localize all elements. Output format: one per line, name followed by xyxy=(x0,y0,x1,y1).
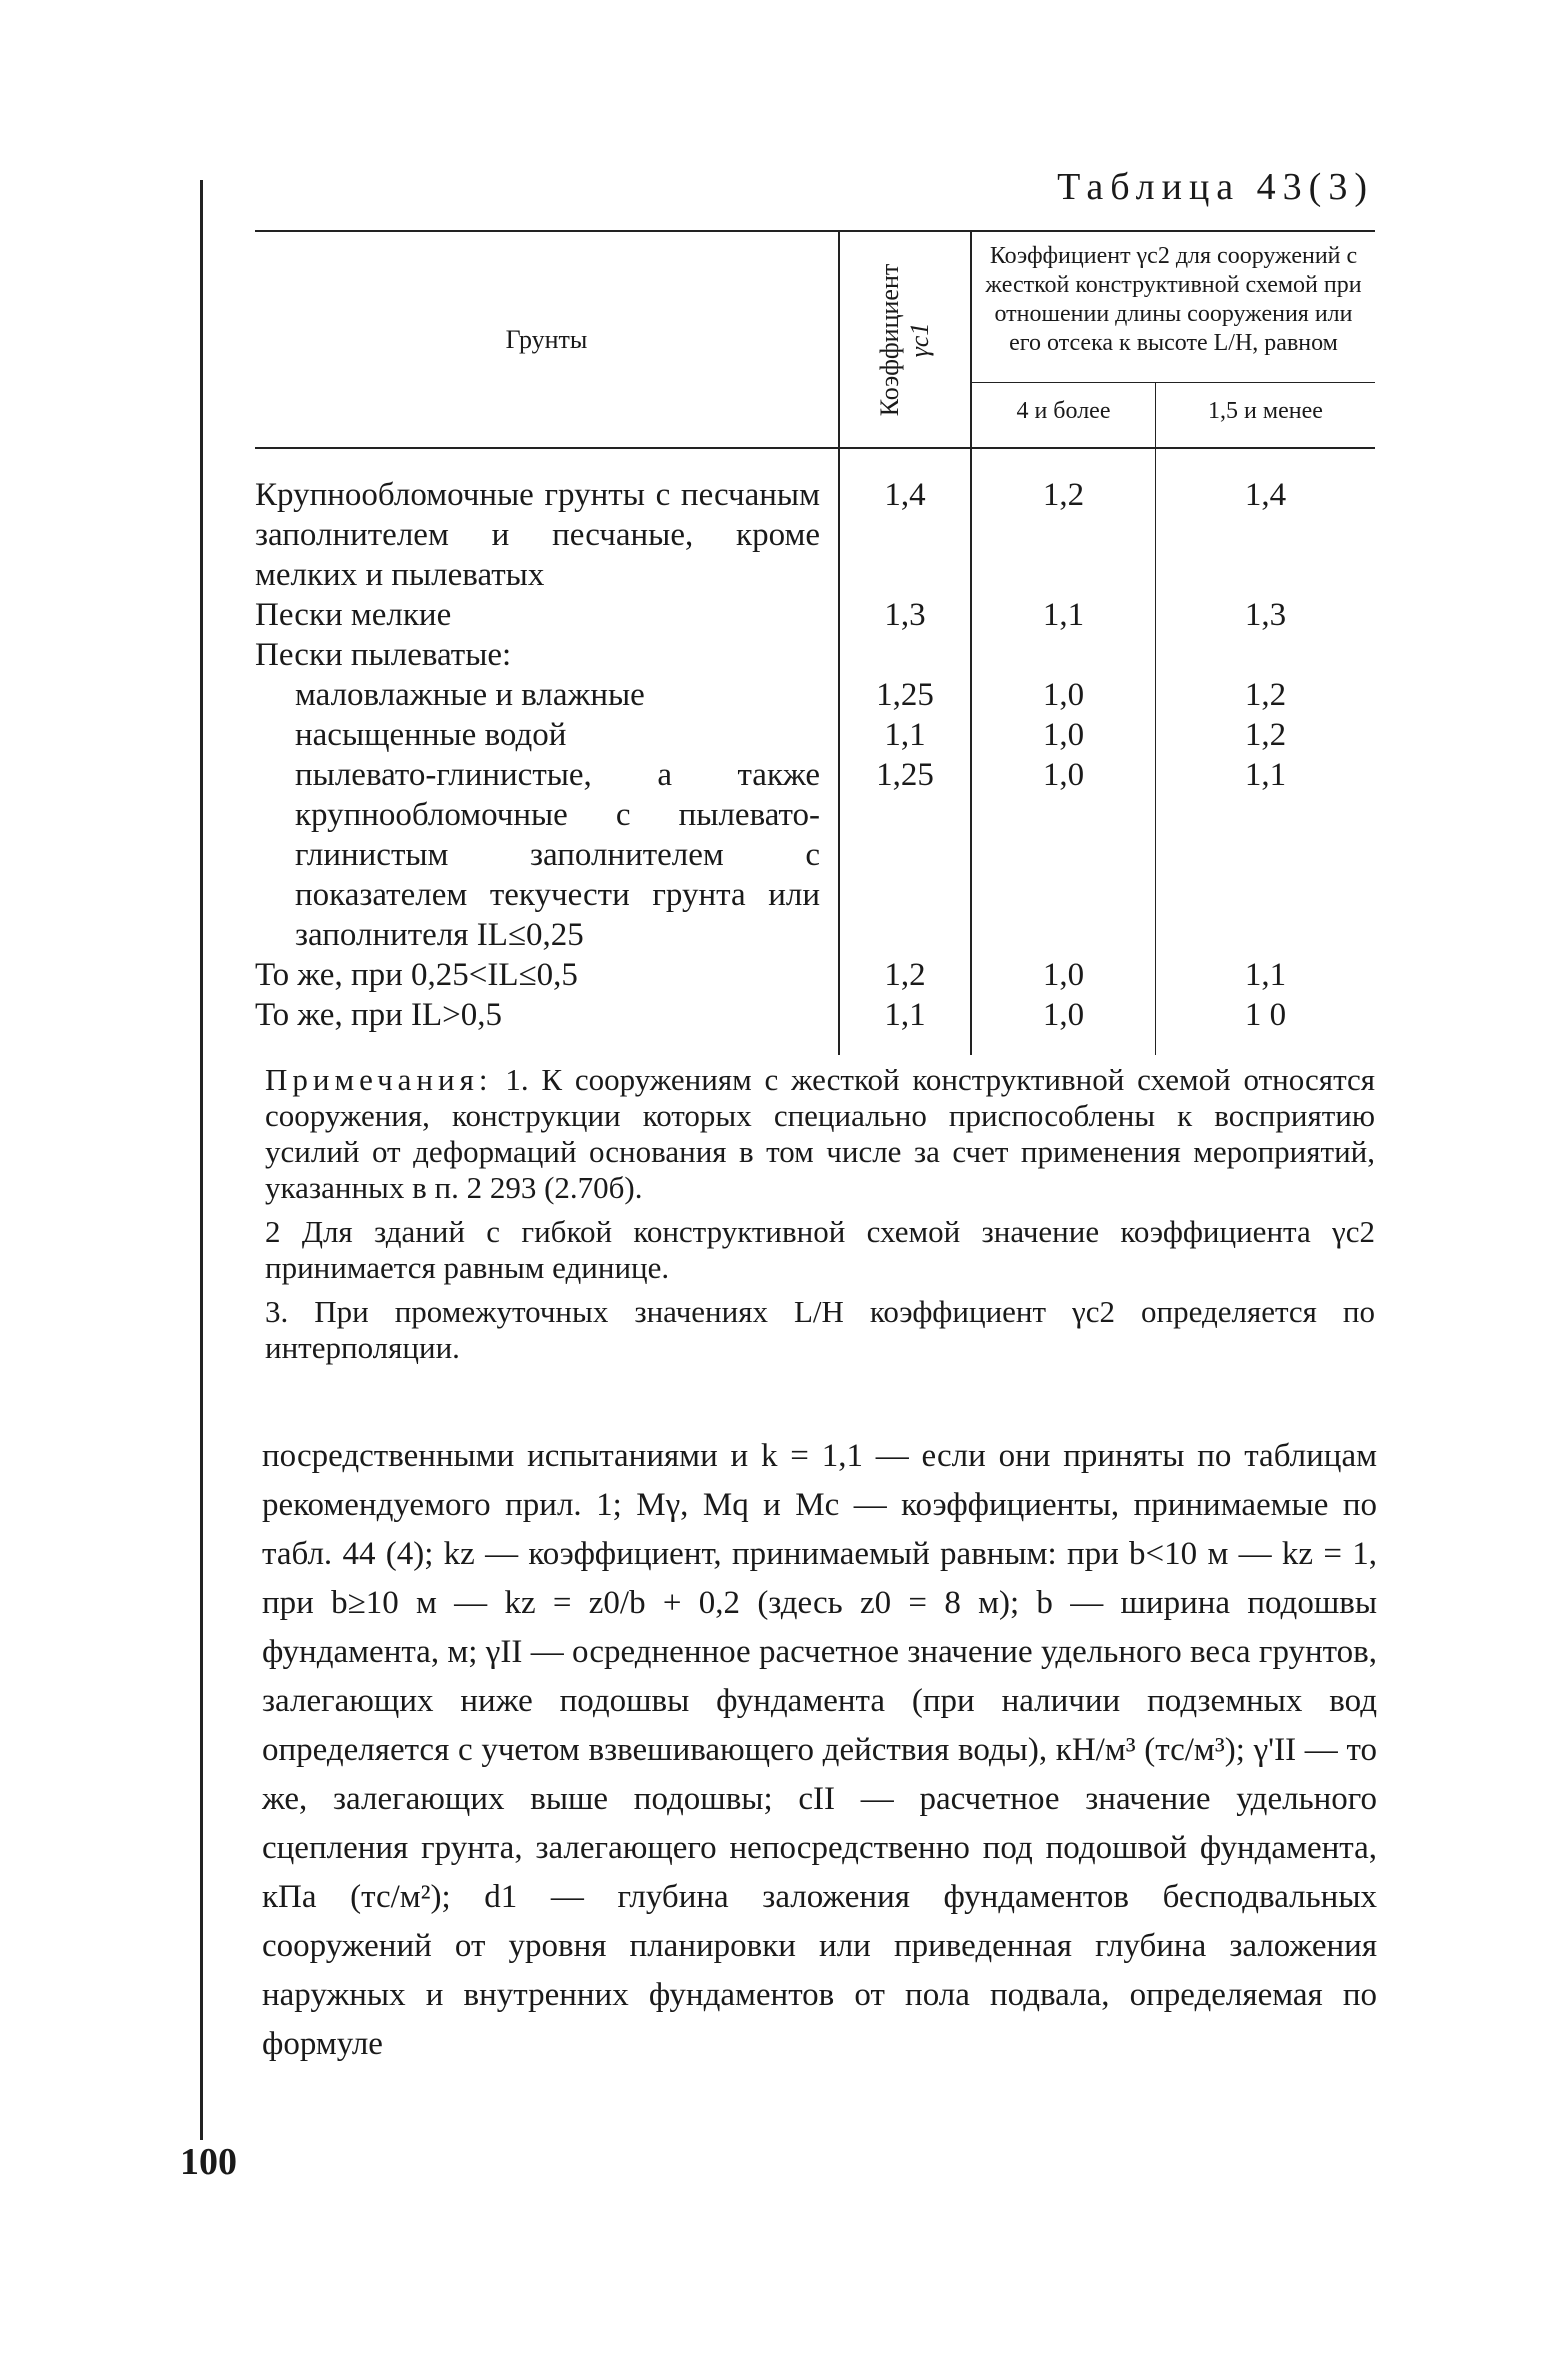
row-gamma-c2-a: 1,2 xyxy=(971,448,1155,595)
row-gamma-c1: 1,4 xyxy=(839,448,971,595)
coefficient-table xyxy=(255,230,1375,1055)
row-gamma-c2-b: 1,2 xyxy=(1244,717,1287,753)
note-2: 2 Для зданий с гибкой конструктивной схемой значение коэффициента γc2 принимается равным единице. xyxy=(265,1214,1375,1285)
row-soil-name: То же, при IL>0,5 xyxy=(255,997,503,1033)
notes-lead: Примечания: xyxy=(265,1062,493,1097)
row-gamma-c1: 1,25 xyxy=(839,755,971,955)
header-gamma-c1 xyxy=(839,231,971,448)
table-row xyxy=(255,755,1375,955)
row-gamma-c2-a: 1,0 xyxy=(971,755,1155,955)
table-notes xyxy=(265,1062,1375,1374)
row-gamma-c2-b: 1 0 xyxy=(1244,997,1287,1033)
row-soil-name: То же, при 0,25<IL≤0,5 xyxy=(255,957,578,993)
margin-rule xyxy=(200,180,203,2140)
row-soil-name: Пески мелкие xyxy=(255,597,452,633)
row-gamma-c2-b: 1,4 xyxy=(1244,477,1287,513)
note-3: 3. При промежуточных значениях L/H коэффициент γc2 определяется по интерполяции. xyxy=(265,1294,1375,1365)
table-row xyxy=(255,995,1375,1055)
table-row xyxy=(255,595,1375,635)
row-gamma-c2-a: 1,0 xyxy=(971,955,1155,995)
row-soil-name: пылевато-глинистые, а также крупнообломочные с пылеватоглинистым заполнителем с показателем текучести грунта или заполнителя IL≤0,25 xyxy=(295,757,820,953)
header-gamma-c1-symbol: γc1 xyxy=(905,322,934,357)
row-gamma-c2-a: 1,0 xyxy=(971,995,1155,1055)
row-gamma-c2-a: 1,0 xyxy=(971,715,1155,755)
row-gamma-c2-b: 1,1 xyxy=(1244,757,1287,793)
header-ratio-1-5-minus: 1,5 и менее xyxy=(1155,383,1375,448)
row-gamma-c2-b: 1,3 xyxy=(1244,597,1287,633)
row-gamma-c1: 1,25 xyxy=(839,675,971,715)
table-caption: Таблица 43(3) xyxy=(1057,166,1374,208)
row-gamma-c1: 1,1 xyxy=(839,995,971,1055)
row-soil-name: насыщенные водой xyxy=(295,717,567,753)
note-1-text: 1. К сооружениям с жесткой конструктивной схемой относятся сооружения, конструкции которых специально приспособлены к восприятию усилий от деформаций основания в том числе за счет применения мероприятий, указанных в п. 2 293 (2.70б). xyxy=(265,1062,1376,1205)
table-header-row xyxy=(255,231,1375,383)
header-soil: Грунты xyxy=(255,231,839,448)
header-gamma-c2: Коэффициент γc2 для сооружений с жесткой конструктивной схемой при отношении длины сооружения или его отсека к высоте L/H, равном xyxy=(971,231,1375,383)
table-row xyxy=(255,635,1375,675)
header-ratio-4-plus: 4 и более xyxy=(971,383,1155,448)
header-gamma-c1-rotated xyxy=(875,263,935,415)
row-gamma-c1: 1,3 xyxy=(839,595,971,635)
row-soil-name: маловлажные и влажные xyxy=(295,677,645,713)
row-gamma-c1: 1,1 xyxy=(839,715,971,755)
row-soil-name: Крупнообломочные грунты с песчаным заполнителем и песчаные, кроме мелких и пылеватых xyxy=(255,477,820,593)
page-number: 100 xyxy=(180,2141,237,2183)
row-gamma-c2-a: 1,0 xyxy=(971,675,1155,715)
row-gamma-c2-a: 1,1 xyxy=(971,595,1155,635)
row-gamma-c2-b xyxy=(1155,635,1375,675)
table-row xyxy=(255,448,1375,595)
row-gamma-c1 xyxy=(839,635,971,675)
note-1 xyxy=(265,1062,1375,1206)
table-row xyxy=(255,955,1375,995)
row-gamma-c1: 1,2 xyxy=(839,955,971,995)
row-soil-name: Пески пылеватые: xyxy=(255,637,512,673)
row-gamma-c2-b: 1,1 xyxy=(1244,957,1287,993)
table-row xyxy=(255,715,1375,755)
body-paragraph: посредственными испытаниями и k = 1,1 — если они приняты по таблицам рекомендуемого прил. 1; Mγ, Mq и Mc — коэффициенты, принимаемые по табл. 44 (4); kz — коэффициент, принимаемый равным: при b<10 м — kz = 1, при b≥10 м — kz = z0/b + 0,2 (здесь z0 = 8 м); b — ширина подошвы фундамента, м; γII — осредненное расчетное значение удельного веса грунтов, залегающих ниже подошвы фундамента (при наличии подземных вод определяется с учетом взвешивающего действия воды), кН/м³ (тс/м³); γ'II — то же, залегающих выше подошвы; cII — расчетное значение удельного сцепления грунта, залегающего непосредственно под подошвой фундамента, кПа (тс/м²); d1 — глубина заложения фундаментов бесподвальных сооружений от уровня планировки или приведенная глубина заложения наружных и внутренних фундаментов от пола подвала, определяемая по формуле xyxy=(262,1438,1377,2062)
row-gamma-c2-b: 1,2 xyxy=(1244,677,1287,713)
table-row xyxy=(255,675,1375,715)
header-gamma-c1-label: Коэффициент xyxy=(875,263,904,416)
row-gamma-c2-a xyxy=(971,635,1155,675)
